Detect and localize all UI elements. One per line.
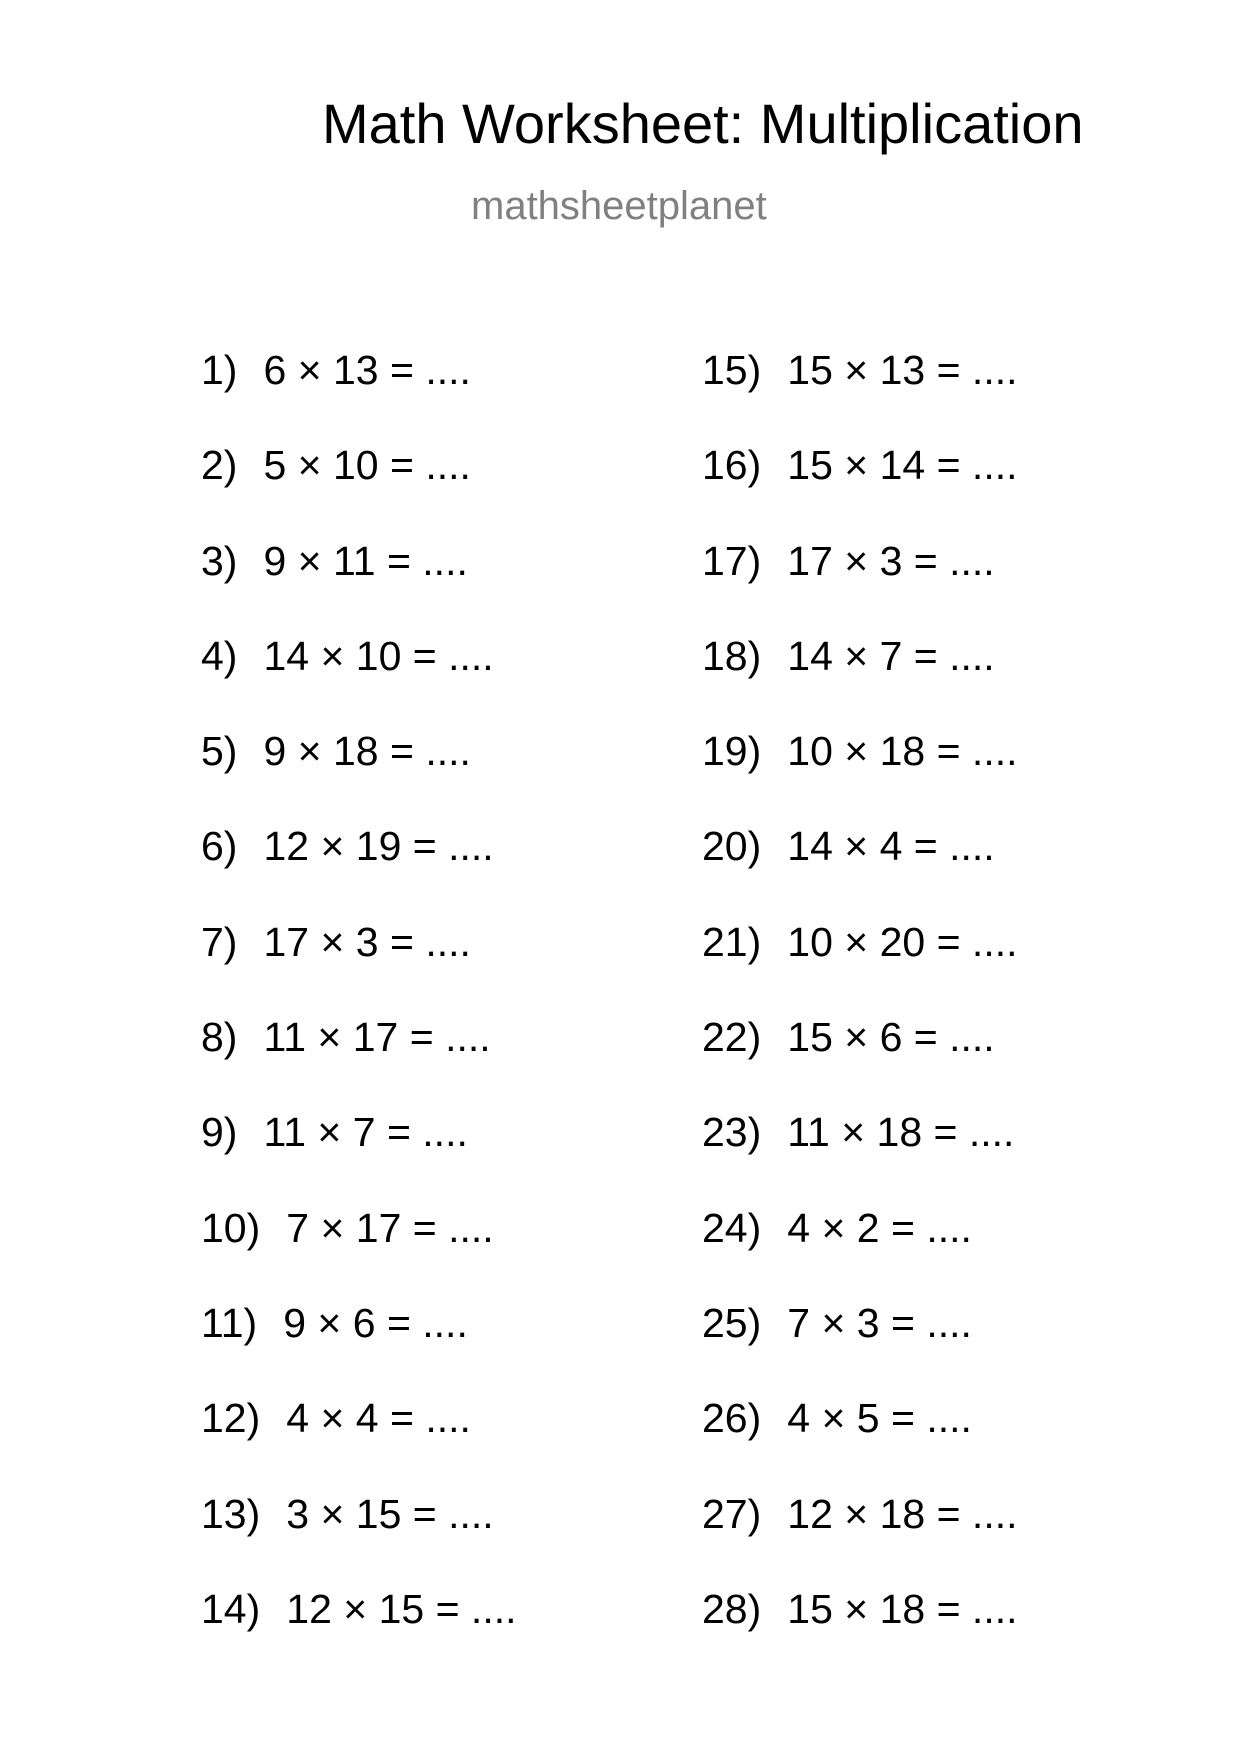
problem-expression: 12 × 15 = .... [286,1585,517,1632]
problem-column-right [702,347,1018,1684]
problem-number: 24) [702,1204,762,1251]
problem-item [702,442,1018,540]
problem-expression: 4 × 2 = .... [787,1204,972,1251]
problem-item [201,823,517,921]
problem-item [201,442,517,540]
problem-item [702,1014,1018,1112]
problem-number: 19) [702,728,762,775]
problem-item [201,1490,517,1589]
problem-item [201,728,517,826]
problem-expression: 11 × 17 = .... [263,1014,491,1061]
problem-expression: 15 × 6 = .... [787,1014,995,1061]
problem-item [702,632,1018,731]
problem-number: 17) [702,537,762,584]
problem-item [702,1299,1018,1398]
problem-item [201,347,517,445]
problem-number: 10) [201,1204,261,1251]
problem-expression: 7 × 3 = .... [787,1299,972,1346]
problem-item [201,1014,517,1112]
problem-item [201,1395,517,1493]
problem-number: 5) [201,728,238,775]
problem-expression: 7 × 17 = .... [286,1204,494,1251]
problem-item [702,537,1018,636]
problem-expression: 14 × 7 = .... [787,632,995,679]
problem-number: 9) [201,1109,238,1156]
problem-item [702,823,1018,921]
problem-expression: 9 × 18 = .... [263,728,471,775]
problem-expression: 14 × 10 = .... [263,632,494,679]
problem-item [702,347,1018,445]
problem-expression: 12 × 19 = .... [263,823,494,870]
problem-column-left [201,347,517,1684]
problem-number: 16) [702,442,762,489]
problem-expression: 10 × 20 = .... [787,918,1018,965]
problem-item [201,1204,517,1303]
problem-number: 23) [702,1109,762,1156]
problem-expression: 14 × 4 = .... [787,823,995,870]
problem-item [702,918,1018,1017]
page-subtitle: mathsheetplanet [471,184,767,228]
problem-number: 8) [201,1014,238,1061]
problem-number: 26) [702,1395,762,1442]
problem-expression: 17 × 3 = .... [787,537,995,584]
problem-expression: 15 × 14 = .... [787,442,1018,489]
problem-number: 6) [201,823,238,870]
problem-expression: 15 × 13 = .... [787,347,1018,393]
problem-expression: 3 × 15 = .... [286,1490,494,1537]
problem-expression: 4 × 5 = .... [787,1395,972,1442]
problem-number: 15) [702,347,762,393]
problem-number: 12) [201,1395,261,1442]
page-title: Math Worksheet: Multiplication [322,92,1084,155]
problem-number: 27) [702,1490,762,1537]
problem-expression: 9 × 6 = .... [283,1299,468,1346]
problem-item [201,1109,517,1207]
problem-item [201,918,517,1017]
problem-number: 18) [702,632,762,679]
problem-number: 20) [702,823,762,870]
problem-expression: 9 × 11 = .... [263,537,468,584]
problem-number: 21) [702,918,762,965]
problem-number: 4) [201,632,238,679]
problem-expression: 4 × 4 = .... [286,1395,471,1442]
problem-number: 1) [201,347,238,393]
problem-expression: 5 × 10 = .... [263,442,471,489]
problem-item [702,1490,1018,1589]
problem-number: 11) [201,1299,258,1346]
problem-item [702,1109,1018,1207]
problem-item [201,537,517,636]
problem-item [201,1585,517,1684]
problem-expression: 15 × 18 = .... [787,1585,1018,1632]
problem-number: 7) [201,918,238,965]
problem-expression: 6 × 13 = .... [263,347,471,393]
problem-number: 3) [201,537,238,584]
problem-item [201,632,517,731]
problem-number: 28) [702,1585,762,1632]
problem-item [702,1395,1018,1493]
problem-expression: 10 × 18 = .... [787,728,1018,775]
problem-expression: 12 × 18 = .... [787,1490,1018,1537]
problem-number: 13) [201,1490,261,1537]
problem-number: 2) [201,442,238,489]
problem-expression: 17 × 3 = .... [263,918,471,965]
problem-item [702,1585,1018,1684]
problem-item [702,1204,1018,1303]
problem-number: 22) [702,1014,762,1061]
problem-item [201,1299,517,1398]
problem-number: 14) [201,1585,261,1632]
problem-expression: 11 × 7 = .... [263,1109,468,1156]
problem-expression: 11 × 18 = .... [787,1109,1015,1156]
problem-number: 25) [702,1299,762,1346]
problem-item [702,728,1018,826]
